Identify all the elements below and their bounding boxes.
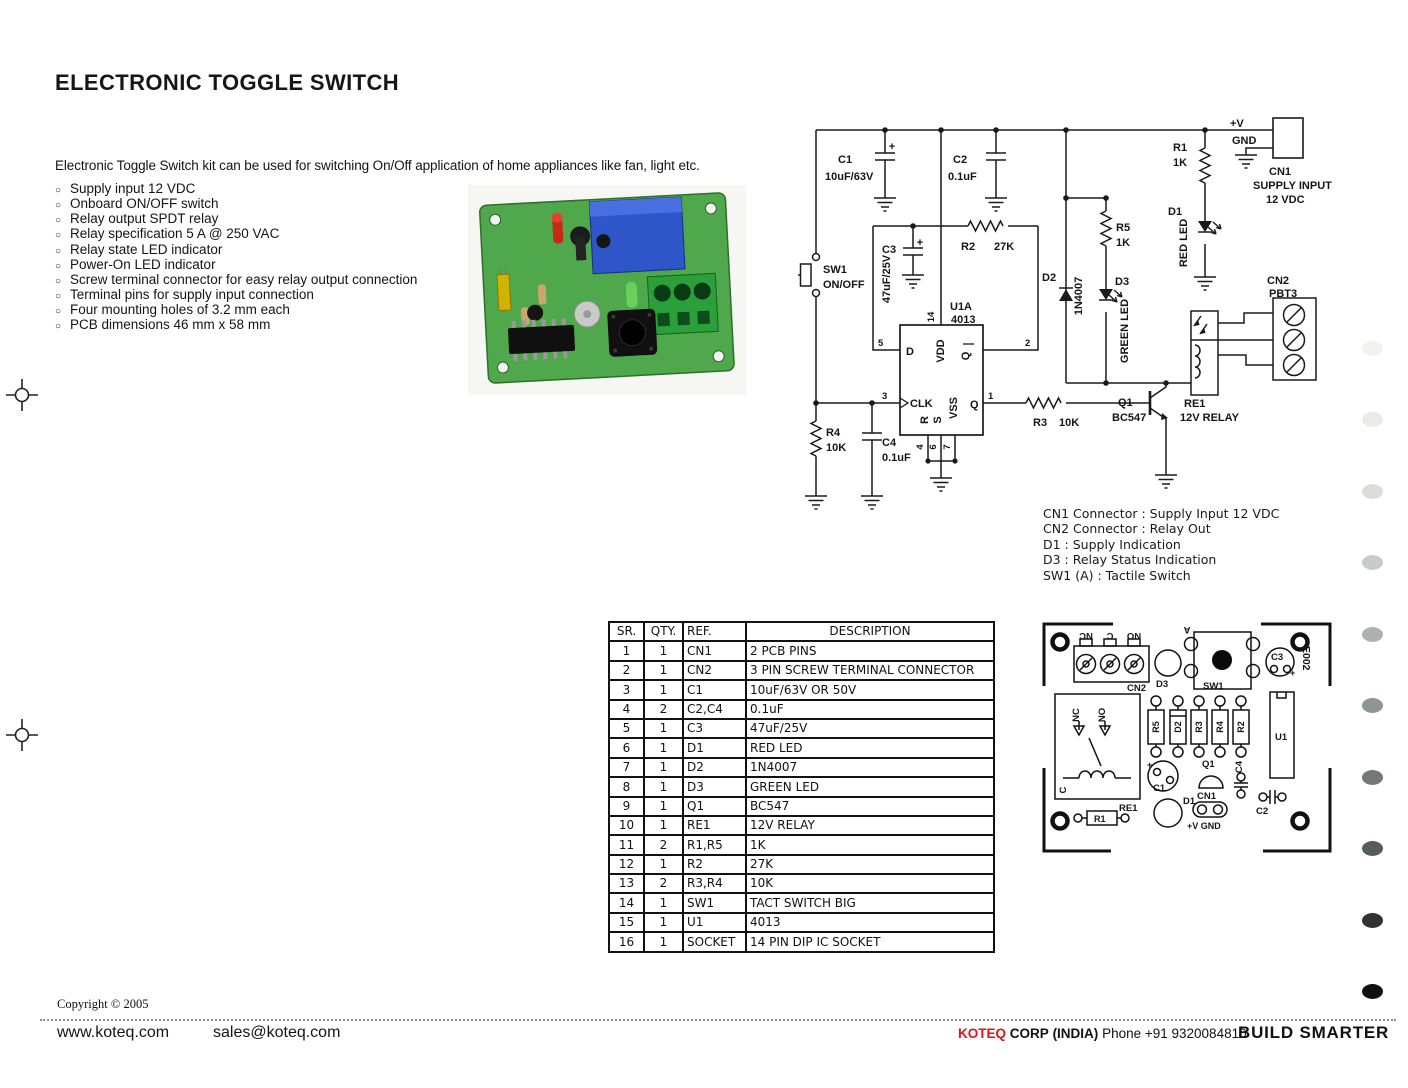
table-cell: 6 [609, 738, 644, 757]
table-cell: R3,R4 [683, 874, 746, 893]
terminal-label-c: C [1106, 630, 1114, 641]
table-row [609, 719, 994, 738]
note-line: SW1 (A) : Tactile Switch [1043, 567, 1191, 583]
label-re1-value: 12V RELAY [1180, 412, 1239, 424]
scan-dot [1362, 913, 1383, 928]
feature-item: ○ Relay output SPDT relay [55, 211, 417, 226]
label-r4: R4 [826, 427, 841, 439]
table-cell: 1 [644, 680, 683, 699]
label-q1: Q1 [1118, 397, 1133, 409]
table-cell: 1N4007 [746, 758, 994, 777]
table-row [609, 661, 994, 680]
table-header-cell: SR. [609, 622, 644, 641]
table-row [609, 700, 994, 719]
resistor-r1 [1200, 148, 1210, 183]
silk-cn2: CN2 [1127, 683, 1147, 694]
resistor-r4 [811, 421, 821, 456]
table-row [609, 777, 994, 796]
table-cell: 1 [644, 758, 683, 777]
note-line: CN2 Connector : Relay Out [1043, 521, 1211, 537]
silk-c4: C4 [1234, 760, 1245, 774]
table-cell: 1 [644, 777, 683, 796]
registration-mark [4, 717, 40, 753]
footer-divider [40, 1019, 1396, 1021]
table-cell: 47uF/25V [746, 719, 994, 738]
table-header-cell: DESCRIPTION [746, 622, 994, 641]
diode-d2 [1059, 288, 1073, 301]
table-row [609, 855, 994, 874]
table-cell: BC547 [746, 797, 994, 816]
pin-number-6: 6 [928, 444, 939, 450]
terminal-label-no: NO [1126, 630, 1142, 641]
table-header-cell: REF. [683, 622, 746, 641]
silk-sw1: SW1 [1203, 681, 1224, 692]
note-line: CN1 Connector : Supply Input 12 VDC [1043, 506, 1280, 521]
label-r3-value: 10K [1059, 417, 1080, 429]
label-cn1-desc: SUPPLY INPUT [1253, 180, 1332, 192]
terminal-label-nc: NC [1079, 630, 1093, 641]
silk-relay-no: NO [1097, 707, 1108, 723]
table-cell: D1 [683, 738, 746, 757]
parts-table [608, 621, 995, 953]
table-cell: 10 [609, 816, 644, 835]
table-row [609, 680, 994, 699]
silk-r1: R1 [1094, 814, 1106, 824]
table-cell: SOCKET [683, 932, 746, 951]
resistor-r2 [968, 221, 1003, 231]
resistor-component [538, 284, 547, 304]
note-line: D1 : Supply Indication [1043, 536, 1181, 552]
silk-d1: D1 [1183, 796, 1196, 807]
silk-relay-nc: NC [1071, 708, 1082, 722]
mounting-hole [705, 203, 717, 215]
silk-c1-plus: + [1147, 760, 1153, 770]
red-led-component [551, 212, 564, 244]
ic-pin-r: R [919, 416, 931, 424]
mounting-hole [489, 214, 501, 226]
table-cell: C1 [683, 680, 746, 699]
label-cn2-type: PBT3 [1269, 288, 1298, 300]
silk-d3: D3 [1156, 679, 1169, 690]
label-r5-value: 1K [1116, 237, 1131, 249]
ic-pin-q: Q [970, 399, 979, 411]
table-cell: 0.1uF [746, 700, 994, 719]
table-cell: 1 [609, 641, 644, 660]
silk-u1: U1 [1275, 732, 1288, 743]
scan-dot [1362, 698, 1383, 713]
label-c4: C4 [882, 437, 897, 449]
table-cell: 8 [609, 777, 644, 796]
table-cell: 9 [609, 797, 644, 816]
silk-re1: RE1 [1119, 803, 1138, 814]
silk-c3-plus: + [1290, 668, 1296, 678]
table-cell: TACT SWITCH BIG [746, 893, 994, 912]
feature-list [55, 181, 417, 333]
ic-pin-d: D [906, 346, 914, 358]
ground-symbol [861, 496, 883, 509]
label-re1: RE1 [1184, 398, 1206, 410]
table-cell: 1 [644, 816, 683, 835]
table-cell: RE1 [683, 816, 746, 835]
table-row [609, 758, 994, 777]
table-cell: 12 [609, 855, 644, 874]
intro-text: Electronic Toggle Switch kit can be used for switching On/Off application of home appliances like fan, light etc. [55, 158, 700, 173]
table-cell: 2 [644, 874, 683, 893]
label-cn1-voltage: 12 VDC [1266, 194, 1305, 206]
table-cell: 4013 [746, 913, 994, 932]
copyright-text: Copyright © 2005 [57, 997, 149, 1011]
resistor-r3 [1026, 398, 1061, 408]
table-header-row [609, 622, 994, 641]
ground-symbol [985, 198, 1007, 211]
silk-c2-outline [1259, 790, 1286, 804]
table-cell: R2 [683, 855, 746, 874]
feature-item: ○ Power-On LED indicator [55, 257, 417, 272]
feature-item: ○ PCB dimensions 46 mm x 58 mm [55, 317, 417, 332]
label-r1: R1 [1173, 142, 1188, 154]
table-cell: 27K [746, 855, 994, 874]
table-row [609, 641, 994, 660]
green-led-component [626, 281, 638, 308]
emitter-arrow [1161, 413, 1168, 420]
company-brand: KOTEQ [958, 1026, 1007, 1041]
label-d2: D2 [1042, 272, 1057, 284]
feature-item: ○ Relay specification 5 A @ 250 VAC [55, 226, 417, 241]
table-cell: U1 [683, 913, 746, 932]
table-cell: 2 [644, 700, 683, 719]
terminal-block-component [647, 273, 718, 334]
table-cell: 2 [609, 661, 644, 680]
silk-a: A [1183, 624, 1191, 635]
table-cell: 1 [644, 797, 683, 816]
polarity-plus: + [916, 237, 924, 249]
schematic-notes [1043, 506, 1279, 583]
table-cell: 1 [644, 932, 683, 951]
label-r2-value: 27K [994, 241, 1015, 253]
table-row [609, 738, 994, 757]
table-cell: 15 [609, 913, 644, 932]
table-row [609, 816, 994, 835]
scan-dot [1362, 841, 1383, 856]
company-corp: CORP [1009, 1026, 1049, 1041]
label-c1-value: 10uF/63V [825, 171, 874, 183]
table-cell: 16 [609, 932, 644, 951]
table-row [609, 835, 994, 854]
silk-r3: R3 [1194, 721, 1204, 733]
label-r5: R5 [1116, 222, 1131, 234]
label-sw1: SW1 [823, 264, 847, 276]
table-cell: 1 [644, 855, 683, 874]
silk-c2: C2 [1256, 806, 1269, 817]
connector-cn1 [1273, 118, 1303, 158]
table-cell: 5 [609, 719, 644, 738]
email-link[interactable]: sales@koteq.com [213, 1024, 341, 1041]
company-line [958, 1026, 1247, 1041]
ground-symbol [902, 275, 924, 288]
table-row [609, 893, 994, 912]
capacitor-body [575, 236, 586, 260]
note-line: D3 : Relay Status Indication [1043, 552, 1217, 568]
scan-dot [1362, 412, 1383, 427]
website-link[interactable]: www.koteq.com [57, 1024, 170, 1041]
ground-symbol [1235, 155, 1257, 168]
label-d3-value: GREEN LED [1119, 298, 1131, 364]
label-c1: C1 [838, 154, 853, 166]
table-cell: 1 [644, 893, 683, 912]
silk-c1: C1 [1153, 783, 1166, 794]
resistor-r5 [1101, 211, 1111, 246]
pin-number-7: 7 [942, 444, 953, 450]
silk-r5: R5 [1151, 721, 1161, 733]
label-u1a: U1A [950, 301, 973, 313]
table-cell: 4 [609, 700, 644, 719]
table-cell: CN2 [683, 661, 746, 680]
table-cell: D3 [683, 777, 746, 796]
label-cn1: CN1 [1269, 166, 1292, 178]
table-cell: 1 [644, 913, 683, 932]
label-r1-value: 1K [1173, 157, 1188, 169]
scan-dot [1362, 984, 1383, 999]
circuit-schematic [798, 103, 1333, 523]
registration-mark [4, 377, 40, 413]
polarity-plus: + [888, 141, 896, 153]
feature-item: ○ Screw terminal connector for easy relay output connection [55, 272, 417, 287]
ic-pin-s: S [932, 416, 944, 424]
scan-dot [1362, 341, 1383, 356]
scan-dot [1362, 627, 1383, 642]
table-cell: 3 PIN SCREW TERMINAL CONNECTOR [746, 661, 994, 680]
cn2-terminal-block [1074, 639, 1149, 682]
label-d3: D3 [1115, 276, 1130, 288]
scan-dot [1362, 484, 1383, 499]
table-cell: R1,R5 [683, 835, 746, 854]
pcb-layout [1041, 620, 1333, 860]
ic-pin-qbar: Q [960, 351, 972, 361]
silk-q1: Q1 [1202, 759, 1215, 770]
page-title: ELECTRONIC TOGGLE SWITCH [55, 70, 400, 95]
label-c4-value: 0.1uF [882, 452, 911, 464]
label-u1a-part: 4013 [951, 314, 976, 326]
label-c2: C2 [953, 154, 968, 166]
silk-cn1: CN1 [1197, 791, 1217, 802]
silk-c4-outline [1234, 773, 1248, 798]
table-cell: D2 [683, 758, 746, 777]
table-cell: CN1 [683, 641, 746, 660]
mounting-hole [497, 362, 509, 374]
label-plus-v: +V [1230, 118, 1244, 130]
ground-symbol [930, 478, 952, 491]
silk-q1-outline [1199, 776, 1223, 788]
table-cell: 7 [609, 758, 644, 777]
table-cell: 12V RELAY [746, 816, 994, 835]
label-r2: R2 [961, 241, 976, 253]
pin-number-4: 4 [915, 444, 926, 450]
table-row [609, 874, 994, 893]
table-cell: 10K [746, 874, 994, 893]
scan-dot [1362, 555, 1383, 570]
silk-relay-c: C [1058, 786, 1069, 794]
label-c3: C3 [882, 244, 897, 256]
table-row [609, 913, 994, 932]
table-cell: Q1 [683, 797, 746, 816]
table-cell: 1 [644, 641, 683, 660]
table-header-cell: QTY. [644, 622, 683, 641]
mounting-hole [713, 350, 725, 362]
silk-cn1-outline [1193, 802, 1227, 817]
pin-header-component [497, 268, 511, 311]
ic-pin-clk: CLK [910, 398, 933, 410]
table-cell: C2,C4 [683, 700, 746, 719]
table-cell: 10uF/63V OR 50V [746, 680, 994, 699]
table-cell: 1 [644, 738, 683, 757]
table-row [609, 932, 994, 951]
company-slogan: BUILD SMARTER [1238, 1023, 1390, 1042]
led-d1 [1198, 221, 1221, 234]
table-cell: C3 [683, 719, 746, 738]
company-phone: Phone +91 9320084810 [1102, 1026, 1247, 1041]
silk-resistor-column [1148, 696, 1249, 757]
pin-number-2: 2 [1025, 338, 1031, 349]
label-d1: D1 [1168, 206, 1183, 218]
table-cell: GREEN LED [746, 777, 994, 796]
label-q1-value: BC547 [1112, 412, 1147, 424]
table-cell: 14 PIN DIP IC SOCKET [746, 932, 994, 951]
silk-d1-outline [1154, 799, 1182, 827]
label-r3: R3 [1033, 417, 1048, 429]
table-cell: 2 [644, 835, 683, 854]
table-row [609, 797, 994, 816]
table-cell: 13 [609, 874, 644, 893]
label-r4-value: 10K [826, 442, 847, 454]
feature-item: ○ Supply input 12 VDC [55, 181, 417, 196]
tact-button-component [607, 309, 657, 357]
silk-board-code: E002 [1300, 646, 1312, 671]
label-sw1-mode: ON/OFF [823, 279, 865, 291]
table-cell: 3 [609, 680, 644, 699]
label-cn2: CN2 [1267, 275, 1290, 287]
switch-sw1 [798, 254, 820, 297]
silk-d2: D2 [1173, 721, 1183, 733]
label-d1-value: RED LED [1178, 218, 1190, 268]
table-cell: 2 PCB PINS [746, 641, 994, 660]
table-cell: 1 [644, 661, 683, 680]
connector-cn2 [1273, 298, 1316, 380]
ground-symbol [874, 198, 896, 211]
ground-symbol [805, 496, 827, 509]
silk-d3-outline [1155, 650, 1181, 676]
silk-r2: R2 [1236, 721, 1246, 733]
table-cell: 11 [609, 835, 644, 854]
pcb-board [479, 193, 734, 384]
feature-item: ○ Four mounting holes of 3.2 mm each [55, 302, 417, 317]
silk-c3: C3 [1271, 652, 1284, 663]
pcb-photo [468, 185, 746, 400]
company-country: (INDIA) [1052, 1026, 1099, 1041]
ic-pin-vdd: VDD [935, 339, 947, 363]
pin-number-14: 14 [926, 311, 937, 323]
pin-number-5: 5 [878, 338, 884, 349]
table-cell: 1 [644, 719, 683, 738]
silk-power-label: +V GND [1187, 821, 1221, 831]
ic-pin-vss: VSS [948, 396, 960, 420]
feature-item: ○ Relay state LED indicator [55, 242, 417, 257]
pin-number-3: 3 [882, 391, 888, 402]
label-d2-value: 1N4007 [1073, 276, 1085, 316]
pin-number-1: 1 [988, 391, 994, 402]
table-cell: 14 [609, 893, 644, 912]
label-gnd: GND [1232, 135, 1257, 147]
ground-symbol [1155, 475, 1177, 488]
table-cell: 1K [746, 835, 994, 854]
relay-re1 [1191, 311, 1218, 395]
table-cell: SW1 [683, 893, 746, 912]
scan-dot [1362, 770, 1383, 785]
table-cell: RED LED [746, 738, 994, 757]
label-c3-value: 47uF/25V [881, 254, 893, 304]
label-c2-value: 0.1uF [948, 171, 977, 183]
ground-symbol [1194, 277, 1216, 290]
silk-r4: R4 [1215, 721, 1225, 733]
feature-item: ○ Onboard ON/OFF switch [55, 196, 417, 211]
feature-item: ○ Terminal pins for supply input connection [55, 287, 417, 302]
